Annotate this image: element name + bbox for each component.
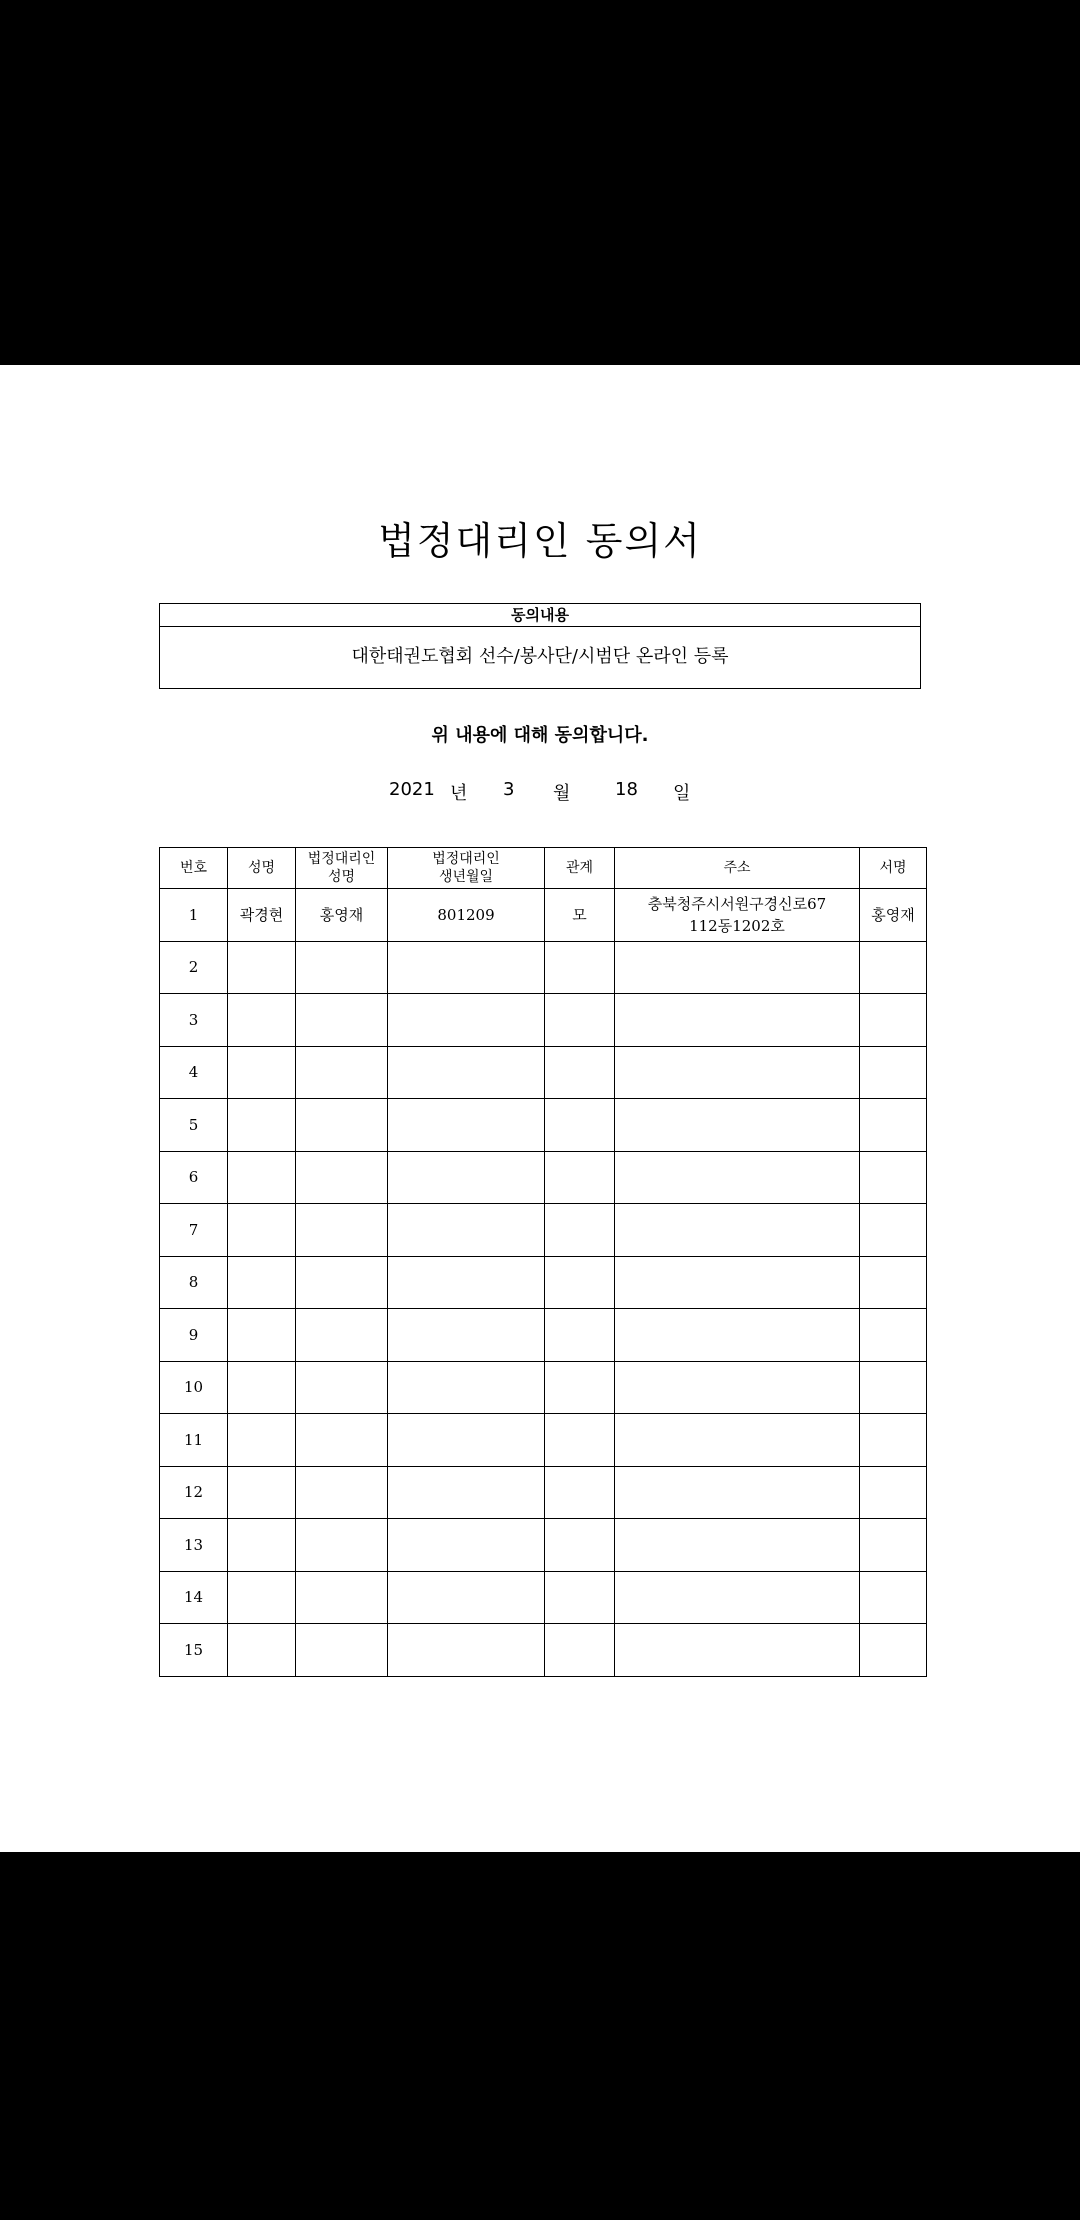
col-header-guardian-birth: [388, 848, 545, 889]
cell-no: 6: [160, 1151, 228, 1204]
table-row: [160, 994, 927, 1047]
cell-relation: [545, 1046, 615, 1099]
cell-name: [228, 1571, 296, 1624]
cell-address: [615, 1414, 860, 1467]
cell-signature: [860, 1414, 927, 1467]
table-row: [160, 1309, 927, 1362]
cell-name: [228, 1519, 296, 1572]
cell-birth: [388, 1414, 545, 1467]
date-month-unit: 월: [553, 783, 571, 804]
cell-guardian: [296, 1361, 388, 1414]
table-row: [160, 1414, 927, 1467]
col-header-guardian-birth-line2: 생년월일: [438, 869, 494, 885]
cell-birth: [388, 1204, 545, 1257]
cell-name: [228, 1256, 296, 1309]
cell-guardian: [296, 1466, 388, 1519]
cell-birth: 801209: [388, 889, 545, 942]
cell-birth: [388, 1099, 545, 1152]
cell-guardian: [296, 1414, 388, 1467]
page-title: 법정대리인 동의서: [378, 519, 702, 563]
cell-name: [228, 1414, 296, 1467]
cell-relation: [545, 1624, 615, 1677]
agreement-text: 위 내용에 대해 동의합니다.: [431, 725, 649, 746]
col-header-no: 번호: [160, 848, 228, 889]
table-row: [160, 941, 927, 994]
cell-signature: [860, 1046, 927, 1099]
cell-signature: [860, 1571, 927, 1624]
cell-guardian: [296, 941, 388, 994]
cell-guardian: [296, 1571, 388, 1624]
cell-no: 9: [160, 1309, 228, 1362]
cell-no: 8: [160, 1256, 228, 1309]
guardian-table: [159, 847, 927, 1677]
cell-guardian: 홍영재: [296, 889, 388, 942]
table-row: [160, 1519, 927, 1572]
cell-address: [615, 1309, 860, 1362]
cell-no: 1: [160, 889, 228, 942]
table-row: [160, 889, 927, 942]
col-header-guardian-name: [296, 848, 388, 889]
cell-name: [228, 1151, 296, 1204]
table-row: [160, 1466, 927, 1519]
col-header-guardian-name-line1: 법정대리인: [307, 851, 376, 867]
cell-address-line2: 112동1202호: [689, 916, 785, 935]
consent-content: 대한태권도협회 선수/봉사단/시범단 온라인 등록: [351, 646, 729, 667]
cell-address: [615, 1099, 860, 1152]
cell-signature: [860, 1309, 927, 1362]
cell-address: [615, 1046, 860, 1099]
cell-address: [615, 1204, 860, 1257]
cell-name: [228, 1099, 296, 1152]
cell-no: 14: [160, 1571, 228, 1624]
date-month: 3: [503, 779, 515, 800]
cell-signature: [860, 1361, 927, 1414]
cell-guardian: [296, 1309, 388, 1362]
cell-relation: [545, 1151, 615, 1204]
cell-address: [615, 994, 860, 1047]
consent-header: 동의내용: [160, 604, 920, 627]
table-row: [160, 1046, 927, 1099]
cell-address: [615, 1466, 860, 1519]
cell-signature: [860, 1466, 927, 1519]
cell-birth: [388, 1151, 545, 1204]
cell-name: [228, 1309, 296, 1362]
cell-signature: [860, 994, 927, 1047]
cell-birth: [388, 1046, 545, 1099]
cell-signature: [860, 941, 927, 994]
cell-no: 2: [160, 941, 228, 994]
cell-name: [228, 1204, 296, 1257]
cell-relation: [545, 1361, 615, 1414]
cell-address: [615, 1571, 860, 1624]
cell-birth: [388, 1519, 545, 1572]
table-header-row: [160, 848, 927, 889]
col-header-relation: 관계: [545, 848, 615, 889]
cell-no: 3: [160, 994, 228, 1047]
cell-no: 15: [160, 1624, 228, 1677]
document-page: [0, 365, 1080, 1852]
date-day: 18: [615, 779, 638, 800]
cell-address: [615, 1519, 860, 1572]
cell-relation: [545, 1466, 615, 1519]
cell-guardian: [296, 1256, 388, 1309]
date-year: 2021: [389, 779, 435, 800]
cell-relation: [545, 1519, 615, 1572]
cell-relation: [545, 941, 615, 994]
cell-signature: [860, 1256, 927, 1309]
cell-signature: [860, 1151, 927, 1204]
date-day-unit: 일: [673, 783, 691, 804]
col-header-name: 성명: [228, 848, 296, 889]
consent-box: [159, 603, 921, 689]
cell-relation: [545, 994, 615, 1047]
cell-name: [228, 1361, 296, 1414]
table-row: [160, 1151, 927, 1204]
cell-signature: 홍영재: [860, 889, 927, 942]
cell-no: 5: [160, 1099, 228, 1152]
cell-no: 10: [160, 1361, 228, 1414]
cell-birth: [388, 1624, 545, 1677]
col-header-address: 주소: [615, 848, 860, 889]
cell-birth: [388, 1571, 545, 1624]
cell-relation: [545, 1204, 615, 1257]
cell-address: [615, 941, 860, 994]
cell-birth: [388, 1361, 545, 1414]
table-row: [160, 1099, 927, 1152]
cell-address: [615, 1151, 860, 1204]
cell-birth: [388, 1466, 545, 1519]
cell-no: 12: [160, 1466, 228, 1519]
date-year-unit: 년: [450, 783, 468, 804]
cell-birth: [388, 1256, 545, 1309]
cell-guardian: [296, 994, 388, 1047]
cell-name: [228, 941, 296, 994]
cell-birth: [388, 994, 545, 1047]
table-row: [160, 1204, 927, 1257]
cell-birth: [388, 941, 545, 994]
cell-guardian: [296, 1151, 388, 1204]
cell-address: [615, 1361, 860, 1414]
col-header-signature: 서명: [860, 848, 927, 889]
table-row: [160, 1571, 927, 1624]
cell-address: [615, 1624, 860, 1677]
cell-guardian: [296, 1519, 388, 1572]
cell-relation: [545, 1414, 615, 1467]
cell-guardian: [296, 1204, 388, 1257]
cell-signature: [860, 1099, 927, 1152]
cell-address-line1: 충북청주시서원구경신로67: [647, 894, 827, 913]
col-header-guardian-name-line2: 성명: [327, 869, 356, 885]
table-row: [160, 1361, 927, 1414]
table-row: [160, 1256, 927, 1309]
cell-birth: [388, 1309, 545, 1362]
cell-name: [228, 1624, 296, 1677]
cell-no: 4: [160, 1046, 228, 1099]
cell-name: [228, 1046, 296, 1099]
cell-no: 13: [160, 1519, 228, 1572]
cell-guardian: [296, 1624, 388, 1677]
cell-signature: [860, 1204, 927, 1257]
cell-relation: [545, 1309, 615, 1362]
cell-relation: [545, 1571, 615, 1624]
cell-relation: 모: [545, 889, 615, 942]
cell-guardian: [296, 1046, 388, 1099]
cell-address: [615, 889, 860, 942]
cell-guardian: [296, 1099, 388, 1152]
cell-name: [228, 994, 296, 1047]
cell-no: 11: [160, 1414, 228, 1467]
col-header-guardian-birth-line1: 법정대리인: [432, 851, 500, 867]
cell-relation: [545, 1099, 615, 1152]
cell-relation: [545, 1256, 615, 1309]
table-row: [160, 1624, 927, 1677]
cell-name: [228, 1466, 296, 1519]
cell-name: 곽경현: [228, 889, 296, 942]
table-body: [160, 889, 927, 1677]
cell-address: [615, 1256, 860, 1309]
cell-signature: [860, 1624, 927, 1677]
cell-no: 7: [160, 1204, 228, 1257]
cell-signature: [860, 1519, 927, 1572]
